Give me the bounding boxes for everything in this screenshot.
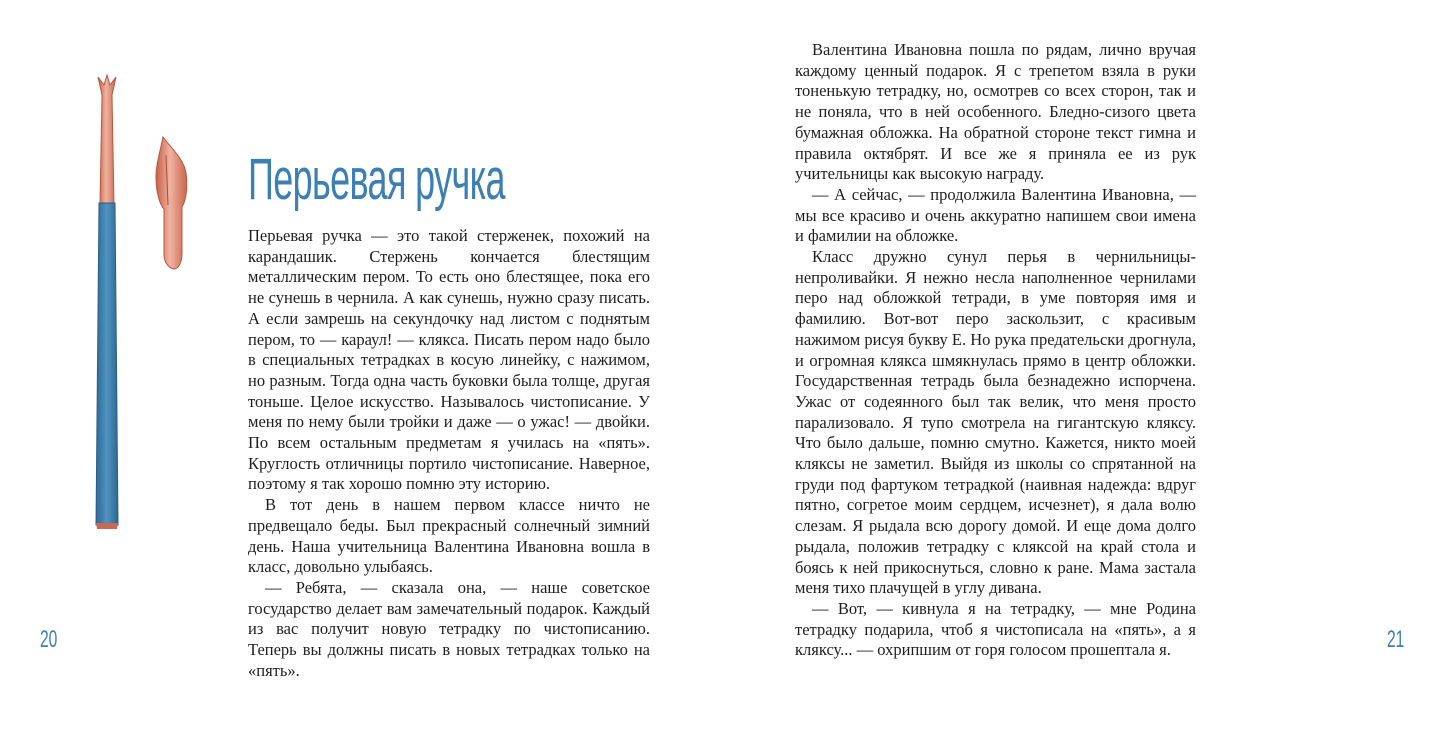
chapter-title: Перьевая ручка [248,147,505,212]
paragraph: В тот день в нашем первом классе ничто не предвещало беды. Был прекрасный солнечный зимний день. Наша учительница Валентина Ивановна вошла в класс, довольно улыбаясь. [248,495,650,577]
paragraph: — Вот, — кивнула я на тетрадку, — мне Родина тетрадку подарила, чтоб я чистописала на «пять», а я кляксу... — охрипшим от горя голосом прошептала я. [795,598,1196,660]
left-page-text [248,226,650,681]
page-number-left: 20 [40,626,58,653]
paragraph: Перьевая ручка — это такой стерженек, похожий на карандашик. Стержень кончается блестящим металлическим пером. То есть оно блестящее, пока его не сунешь в чернила. А как сунешь, нужно сразу писать. А если замрешь на секундочку над листом с поднятым пером, то — караул! — клякса. Писать пером надо было в специальных тетрадках в косую линейку, с нажимом, но разным. Тогда одна часть буковки была толще, другая тоньше. Целое искусство. Называлось чистописание. У меня по нему были тройки и даже — о ужас! — двойки. По всем остальным предметам я училась на «пять». Круглость отличницы портило чистописание. Наверное, поэтому я так хорошо помню эту историю. [248,226,650,494]
pen-holder-icon [96,75,118,529]
right-page-text [795,40,1196,661]
paragraph: — А сейчас, — продолжила Валентина Ивановна, — мы все красиво и очень аккуратно напишем свои имена и фамилии на обложке. [795,184,1196,246]
paragraph: Валентина Ивановна пошла по рядам, лично вручая каждому ценный подарок. Я с трепетом взяла в руки тоненькую тетрадку, но, осмотрев со всех сторон, так и не поняла, что в ней особенного. Бледно-сизого цвета бумажная обложка. На обратной стороне текст гимна и правила октябрят. И все же я приняла ее из рук учительницы как высокую награду. [795,40,1196,184]
page-number-right: 21 [1387,626,1405,653]
paragraph: Класс дружно сунул перья в чернильницы-непроливайки. Я нежно несла наполненное чернилами перо над обложкой тетради, в уме повторяя имя и фамилию. Вот-вот перо заскользит, с красивым нажимом рисуя букву Е. Но рука предательски дрогнула, и огромная клякса шмякнулась прямо в центр обложки. Государственная тетрадь была безнадежно испорчена. Ужас от содеянного был так велик, что меня просто парализовало. Я тупо смотрела на гигантскую кляксу. Что было дальше, помню смутно. Кажется, никто моей кляксы не заметил. Выйдя из школы со спрятанной на груди под фартуком тетрадкой (наивная надежда: вдруг пятно, согретое моим сердцем, исчезнет), я дала волю слезам. Я рыдала всю дорогу домой. И еще дома долго рыдала, положив тетрадку с кляксой на край стола и боясь к ней прикоснуться, словно к ране. Мама застала меня тихо плачущей в углу дивана. [795,247,1196,598]
pen-illustration [60,55,200,545]
nib-icon [156,137,187,269]
paragraph: — Ребята, — сказала она, — наше советское государство делает вам замечательный подарок. Каждый из вас получит новую тетрадку по чистописанию. Теперь вы должны писать в новых тетрадках только на «пять». [248,577,650,680]
